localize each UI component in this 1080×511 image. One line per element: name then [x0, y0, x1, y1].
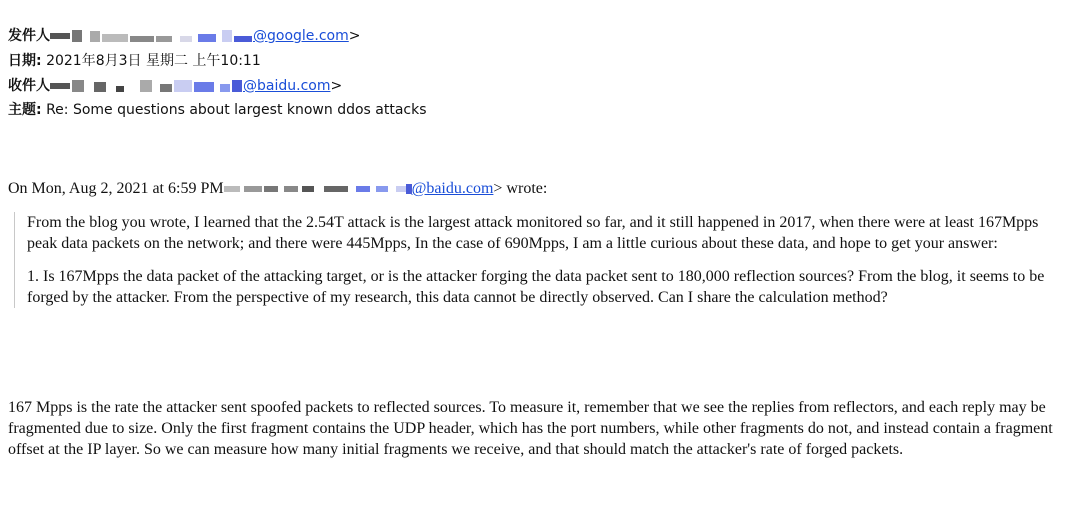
redacted-recipient-name	[50, 78, 243, 92]
to-label: 收件人	[8, 78, 50, 94]
quoted-paragraph-1: From the blog you wrote, I learned that the 2.54T attack is the largest attack monitored so far, and it still happened in 2017, when there were at least 167Mpps peak data packets on the network; and there were 445Mpps, In the case of 690Mpps, I am a little curious about these data, and hope to get your answer:	[27, 214, 1039, 252]
quote-intro-suffix: > wrote:	[493, 180, 548, 197]
from-line	[8, 26, 361, 46]
subject-value: Re: Some questions about largest known ddos attacks	[46, 102, 427, 118]
redacted-sender-name	[50, 28, 253, 42]
to-line	[8, 76, 342, 96]
to-email-suffix: >	[330, 78, 343, 94]
date-line	[8, 51, 261, 71]
reply-body: 167 Mpps is the rate the attacker sent spoofed packets to reflected sources. To measure it, remember that we see the replies from reflectors, and each reply may be fragmented due to size. Only the first fragment contains the UDP header, which has the port numbers, while other fragments do not, and instead contain a fragment offset at the IP layer. So we can measure how many initial fragments we receive, and that should match the attacker's rate of forged packets.	[8, 399, 1053, 458]
quote-intro	[8, 178, 547, 200]
from-email-link[interactable]: @google.com	[253, 28, 349, 44]
subject-line	[8, 100, 427, 120]
date-value: 2021年8月3日 星期二 上午10:11	[46, 53, 261, 69]
quoted-sender-email-link[interactable]: @baidu.com	[411, 180, 494, 197]
redacted-quoted-sender	[224, 181, 412, 195]
quote-intro-prefix: On Mon, Aug 2, 2021 at 6:59 PM	[8, 180, 224, 197]
from-email-suffix: >	[348, 28, 361, 44]
to-email-link[interactable]: @baidu.com	[243, 78, 331, 94]
subject-label: 主题:	[8, 102, 42, 118]
date-label: 日期:	[8, 53, 42, 69]
quoted-paragraph-2: 1. Is 167Mpps the data packet of the attacking target, or is the attacker forging the data packet sent to 180,000 reflection sources? From the blog, it seems to be forged by the attacker. From the perspective of my research, this data cannot be directly observed. Can I share the calculation method?	[27, 268, 1045, 306]
quoted-message	[14, 212, 1066, 308]
from-label: 发件人	[8, 28, 50, 44]
